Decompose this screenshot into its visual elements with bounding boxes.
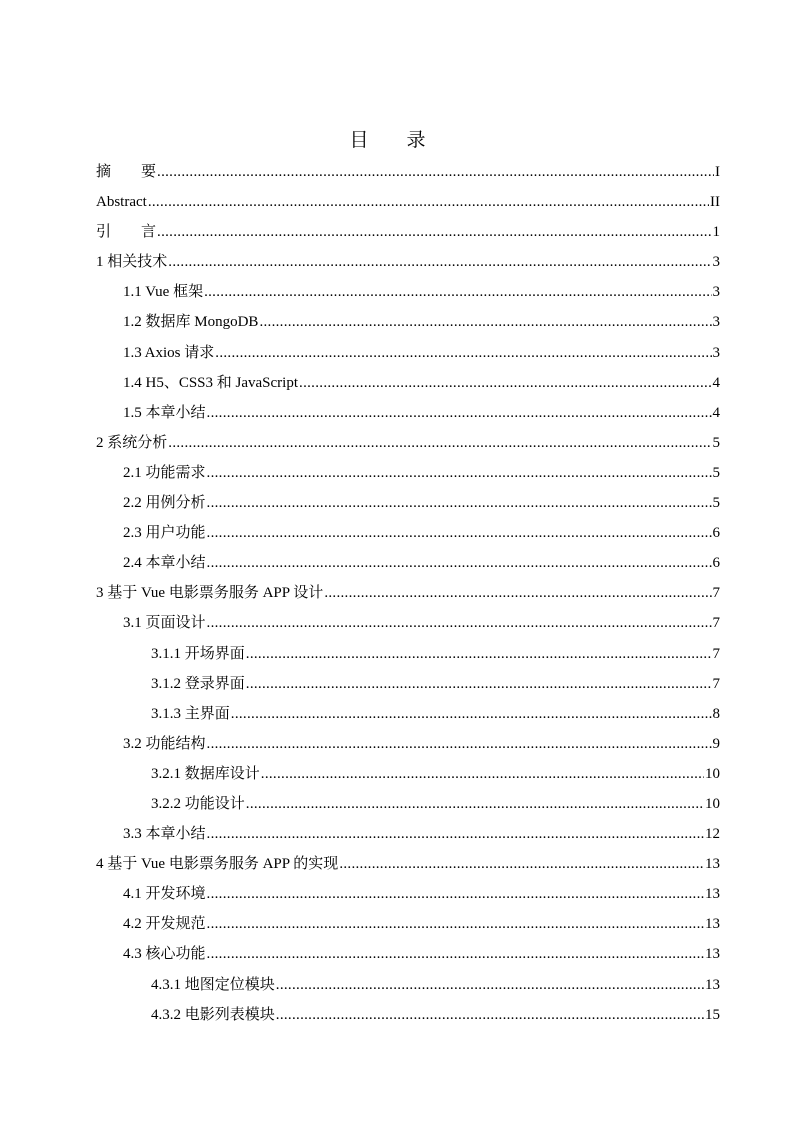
toc-entry-label: 引 言 [96, 224, 157, 241]
dot-leader [299, 368, 711, 398]
toc-entry-label: 2.3 用户功能 [123, 525, 206, 542]
dot-leader [276, 970, 704, 1000]
dot-leader [207, 458, 712, 488]
toc-entry-label: 摘 要 [96, 164, 157, 180]
dot-leader [261, 759, 704, 789]
toc-entry-page: 3 [712, 314, 720, 331]
toc-entry-label: 4 基于 Vue 电影票务服务 APP 的实现 [96, 856, 339, 873]
toc-entry[interactable] [96, 458, 720, 488]
toc-entry-page: 5 [712, 495, 720, 512]
dot-leader [207, 909, 704, 939]
toc-entry-page: 7 [712, 645, 720, 662]
toc-entry-page: 15 [705, 1006, 720, 1023]
dot-leader [207, 608, 712, 638]
toc-entry-label: 1.5 本章小结 [123, 404, 206, 421]
toc-entry-label: 3.1.1 开场界面 [151, 645, 245, 662]
toc-entry[interactable] [96, 217, 720, 247]
toc-entry[interactable] [96, 1000, 720, 1030]
dot-leader [231, 699, 712, 729]
toc-entry[interactable] [96, 849, 720, 879]
dot-leader [148, 187, 709, 217]
toc-entry-page: 4 [712, 404, 720, 421]
toc-entry[interactable] [96, 368, 720, 398]
toc-entry[interactable] [96, 488, 720, 518]
dot-leader [259, 307, 711, 337]
toc-entry-page: 5 [712, 434, 720, 451]
toc-entry[interactable] [96, 578, 720, 608]
toc-entry-label: 1 相关技术 [96, 254, 168, 271]
toc-entry[interactable] [96, 970, 720, 1000]
toc-entry-page: 6 [712, 525, 720, 542]
toc-entry-page: 7 [712, 675, 720, 692]
dot-leader [246, 789, 704, 819]
toc-entry-page: 13 [705, 886, 720, 903]
toc-entry-page: 13 [705, 916, 720, 933]
toc-entry-label: 2.4 本章小结 [123, 555, 206, 572]
toc-list [96, 157, 720, 1030]
toc-entry[interactable] [96, 518, 720, 548]
toc-entry[interactable] [96, 398, 720, 428]
toc-entry-label: 2 系统分析 [96, 434, 168, 451]
toc-entry-page: 7 [712, 585, 720, 602]
toc-entry-label: 3.1.3 主界面 [151, 705, 230, 722]
toc-entry-label: 1.3 Axios 请求 [123, 344, 215, 361]
toc-entry-label: 4.2 开发规范 [123, 916, 206, 933]
toc-entry[interactable] [96, 428, 720, 458]
toc-entry-page: 13 [705, 976, 720, 993]
toc-entry-label: 4.3.2 电影列表模块 [151, 1006, 275, 1023]
toc-entry-page: 4 [712, 374, 720, 391]
toc-entry-label: 1.2 数据库 MongoDB [123, 314, 259, 331]
toc-entry[interactable] [96, 909, 720, 939]
toc-entry[interactable] [96, 879, 720, 909]
dot-leader [324, 578, 711, 608]
toc-entry[interactable] [96, 759, 720, 789]
toc-entry-page: 3 [712, 254, 720, 271]
dot-leader [157, 157, 714, 187]
toc-entry[interactable] [96, 789, 720, 819]
toc-entry[interactable] [96, 338, 720, 368]
toc-entry-page: 8 [712, 705, 720, 722]
dot-leader [276, 1000, 704, 1030]
dot-leader [204, 277, 711, 307]
dot-leader [207, 939, 704, 969]
toc-entry-page: 13 [705, 856, 720, 873]
toc-entry-page: 3 [712, 344, 720, 361]
toc-entry-label: 3.2 功能结构 [123, 735, 206, 752]
toc-entry-page: 10 [705, 795, 720, 812]
toc-entry-label: 1.1 Vue 框架 [123, 284, 204, 301]
toc-entry-page: 6 [712, 555, 720, 572]
toc-entry-label: 3.3 本章小结 [123, 826, 206, 843]
dot-leader [207, 548, 712, 578]
toc-entry-page: II [710, 194, 720, 211]
dot-leader [207, 488, 712, 518]
toc-entry[interactable] [96, 639, 720, 669]
toc-entry-label: 3.1.2 登录界面 [151, 675, 245, 692]
toc-entry-page: 1 [712, 224, 720, 241]
toc-entry-label: 2.1 功能需求 [123, 464, 206, 481]
toc-entry[interactable] [96, 247, 720, 277]
dot-leader [246, 639, 712, 669]
toc-entry-label: 3.2.2 功能设计 [151, 795, 245, 812]
toc-entry[interactable] [96, 608, 720, 638]
toc-entry-label: Abstract [96, 194, 147, 211]
toc-entry-label: 3.1 页面设计 [123, 615, 206, 632]
toc-entry[interactable] [96, 939, 720, 969]
dot-leader [207, 819, 704, 849]
toc-entry[interactable] [96, 669, 720, 699]
dot-leader [157, 217, 711, 247]
dot-leader [215, 338, 711, 368]
toc-entry-label: 4.3 核心功能 [123, 946, 206, 963]
toc-entry-page: 12 [705, 826, 720, 843]
dot-leader [207, 729, 712, 759]
toc-entry-page: 13 [705, 946, 720, 963]
toc-entry-page: 10 [705, 765, 720, 782]
toc-entry[interactable] [96, 699, 720, 729]
toc-entry[interactable] [96, 277, 720, 307]
dot-leader [168, 247, 711, 277]
toc-entry-label: 4.1 开发环境 [123, 886, 206, 903]
toc-entry[interactable] [96, 307, 720, 337]
toc-entry[interactable] [96, 187, 720, 217]
toc-entry-page: 5 [712, 464, 720, 481]
toc-entry[interactable] [96, 157, 720, 187]
dot-leader [207, 879, 704, 909]
toc-entry-page: 3 [712, 284, 720, 301]
dot-leader [207, 518, 712, 548]
toc-entry[interactable] [96, 819, 720, 849]
dot-leader [339, 849, 704, 879]
toc-entry-page: 7 [712, 615, 720, 632]
toc-entry-label: 3.2.1 数据库设计 [151, 765, 260, 782]
toc-entry-label: 1.4 H5、CSS3 和 JavaScript [123, 374, 299, 391]
toc-entry[interactable] [96, 548, 720, 578]
dot-leader [168, 428, 711, 458]
toc-entry-label: 3 基于 Vue 电影票务服务 APP 设计 [96, 585, 324, 602]
dot-leader [246, 669, 712, 699]
toc-title: 目录 [349, 129, 464, 151]
toc-entry-page: I [715, 164, 720, 180]
dot-leader [207, 398, 712, 428]
toc-entry[interactable] [96, 729, 720, 759]
toc-entry-page: 9 [712, 735, 720, 752]
toc-entry-label: 2.2 用例分析 [123, 495, 206, 512]
toc-entry-label: 4.3.1 地图定位模块 [151, 976, 275, 993]
